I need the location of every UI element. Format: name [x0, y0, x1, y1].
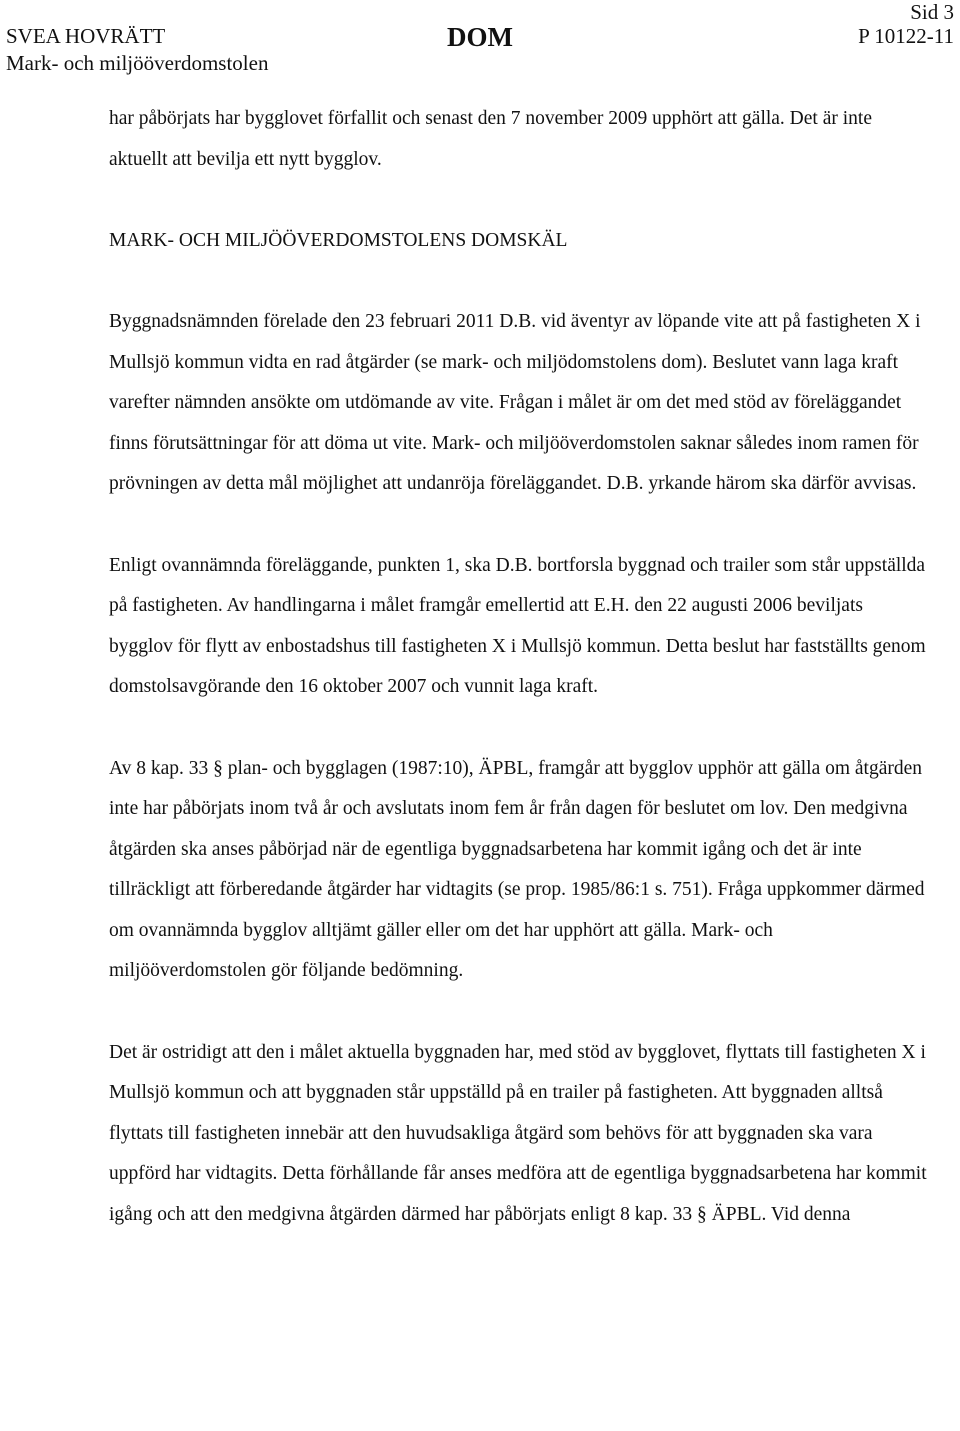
document-body	[109, 99, 929, 1236]
section-heading: MARK- OCH MILJÖÖVERDOMSTOLENS DOMSKÄL	[109, 229, 568, 251]
paragraph-injunction: Byggnadsnämnden förelade den 23 februari 2011 D.B. vid äventyr av löpande vite att på fastigheten X i Mullsjö kommun vidta en rad åtgärder (se mark- och miljödomstolens dom). Beslutet vann laga kraft varefter nämnden ansökte om utdömande av vite. Frågan i målet är om det med stöd av föreläggandet finns förutsättningar för att döma ut vite. Mark- och miljööverdomstolen saknar således inom ramen för prövningen av detta mål möjlighet att undanröja föreläggandet. D.B. yrkande härom ska därför avvisas.	[109, 310, 921, 495]
court-department: Mark- och miljööverdomstolen	[6, 51, 269, 75]
paragraph-law-reference: Av 8 kap. 33 § plan- och bygglagen (1987:10), ÄPBL, framgår att bygglov upphör att gälla om åtgärden inte har påbörjats inom två år och avslutats inom fem år från dagen för beslutet om lov. Den medgivna åtgärden ska anses påbörjad när de egentliga byggnadsarbetena har kommit igång och det är inte tillräckligt att förberedande åtgärder har vidtagits (se prop. 1985/86:1 s. 751). Fråga uppkommer därmed om ovannämnda bygglov alltjämt gäller eller om det har upphört att gälla. Mark- och miljööverdomstolen gör följande bedömning.	[109, 757, 925, 982]
paragraph-gap	[109, 992, 929, 1033]
case-number: P 10122-11	[858, 24, 954, 48]
paragraph-gap	[109, 180, 929, 221]
paragraph-continuation: har påbörjats har bygglovet förfallit och senast den 7 november 2009 upphört att gälla. Det är inte aktuellt att bevilja ett nytt bygglov.	[109, 108, 872, 170]
court-name: SVEA HOVRÄTT	[6, 24, 166, 48]
paragraph-gap	[109, 708, 929, 749]
paragraph-gap	[109, 505, 929, 546]
page-number: Sid 3	[910, 0, 954, 24]
paragraph-gap	[109, 261, 929, 302]
document-type: DOM	[447, 22, 513, 52]
paragraph-building-permit: Enligt ovannämnda föreläggande, punkten 1, ska D.B. bortforsla byggnad och trailer som står uppställda på fastigheten. Av handlingarna i målet framgår emellertid att E.H. den 22 augusti 2006 beviljats bygglov för flytt av enbostadshus till fastigheten X i Mullsjö kommun. Detta beslut har fastställts genom domstolsavgörande den 16 oktober 2007 och vunnit laga kraft.	[109, 554, 926, 698]
paragraph-assessment: Det är ostridigt att den i målet aktuella byggnaden har, med stöd av bygglovet, flyttats till fastigheten X i Mullsjö kommun och att byggnaden står uppställd på en trailer på fastigheten. Att byggnaden alltså flyttats till fastigheten innebär att den huvudsakliga åtgärd som behövs för att byggnaden ska vara uppförd har vidtagits. Detta förhållande får anses medföra att de egentliga byggnadsarbetena har kommit igång och att den medgivna åtgärden därmed har påbörjats enligt 8 kap. 33 § ÄPBL. Vid denna	[109, 1041, 927, 1226]
